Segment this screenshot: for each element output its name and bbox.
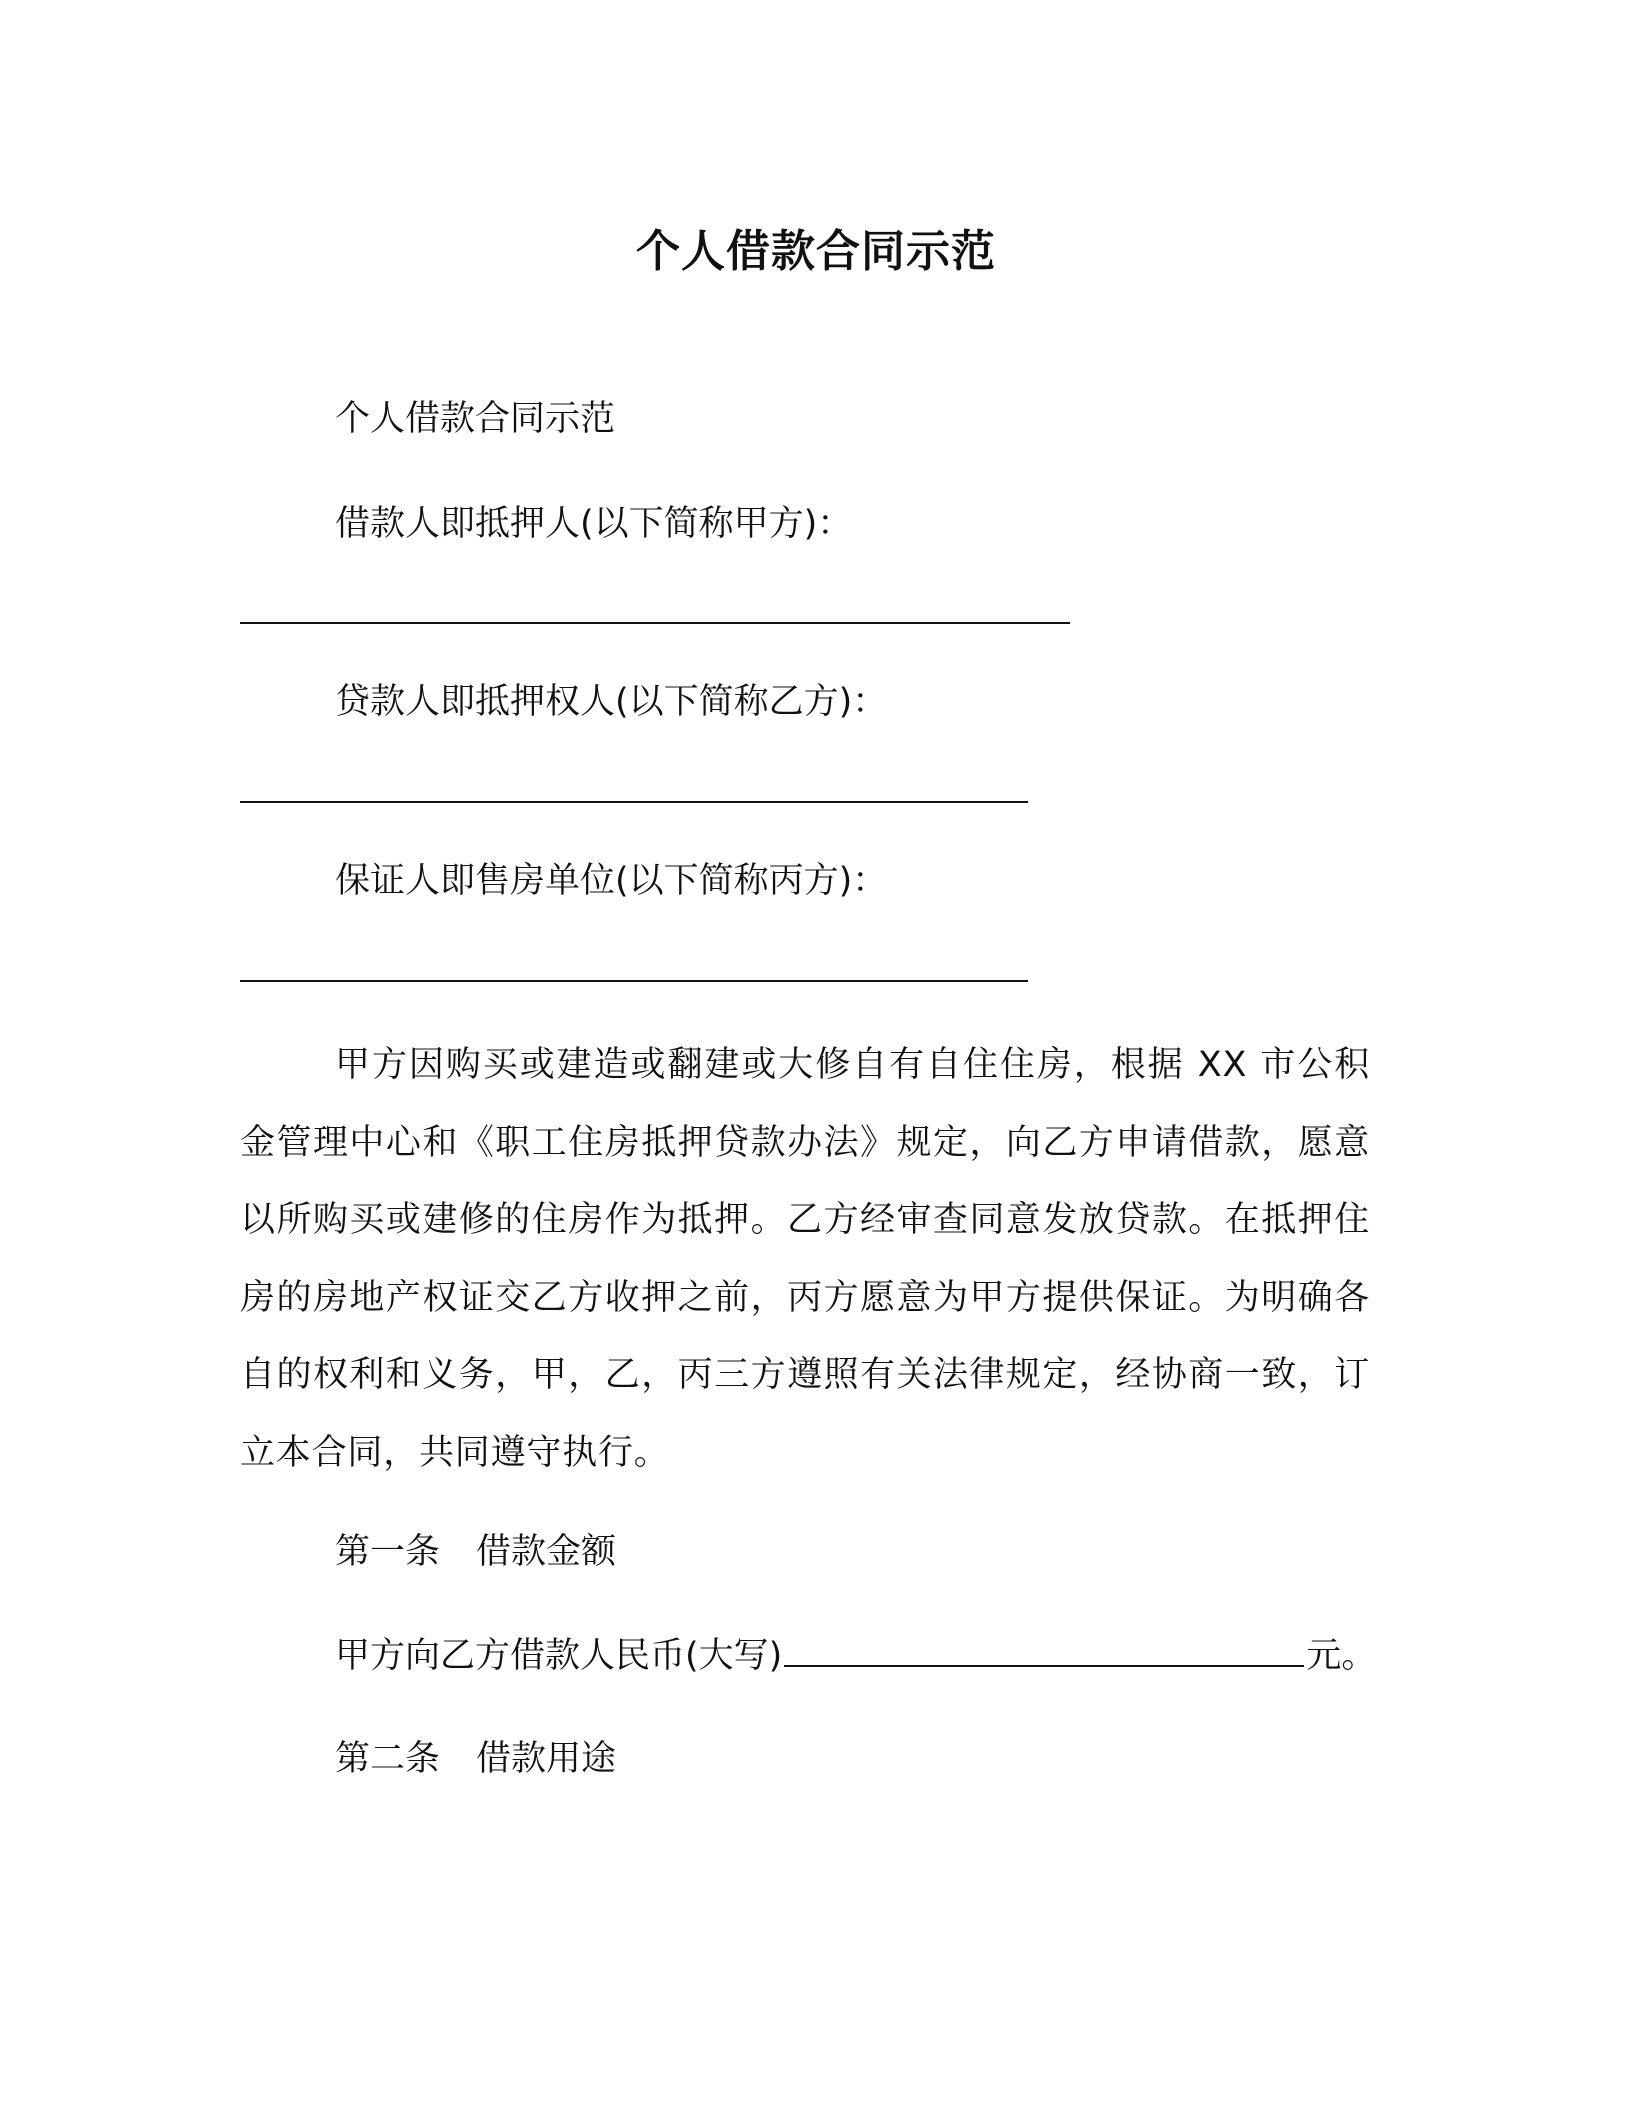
guarantor-blank-line: [240, 980, 1028, 982]
borrower-blank-line: [240, 622, 1070, 624]
article-2-title: 借款用途: [476, 1739, 617, 1779]
lender-blank-line: [240, 801, 1028, 803]
loan-amount-blank: [784, 1637, 1304, 1667]
article-2-heading: [335, 1735, 616, 1783]
article-1-title: 借款金额: [476, 1532, 617, 1572]
article-1-clause: [335, 1632, 1376, 1680]
document-title: 个人借款合同示范: [636, 226, 996, 277]
loan-amount-unit: 元。: [1306, 1636, 1377, 1676]
borrower-label: 借款人即抵押人(以下简称甲方)：: [335, 504, 853, 544]
preamble-paragraph: 甲方因购买或建造或翻建或大修自有自住住房，根据 XX 市公积金管理中心和《职工住房抵押贷款办法》规定，向乙方申请借款，愿意以所购买或建修的住房作为抵押。乙方经审查同意发放贷款。在抵押住房的房地产权证交乙方收押之前，丙方愿意为甲方提供保证。为明确各自的权利和义务，甲，乙，丙三方遵照有关法律规定，经协商一致，订立本合同，共同遵守执行。: [240, 1045, 1370, 1473]
guarantor-label: 保证人即售房单位(以下简称丙方)：: [335, 861, 888, 901]
document-subtitle: 个人借款合同示范: [335, 399, 616, 439]
article-2-number: 第二条: [335, 1739, 441, 1779]
article-1-heading: [335, 1528, 616, 1576]
lender-label: 贷款人即抵押权人(以下简称乙方)：: [335, 682, 888, 722]
article-1-number: 第一条: [335, 1532, 441, 1572]
loan-amount-text: 甲方向乙方借款人民币(大写): [335, 1636, 783, 1676]
